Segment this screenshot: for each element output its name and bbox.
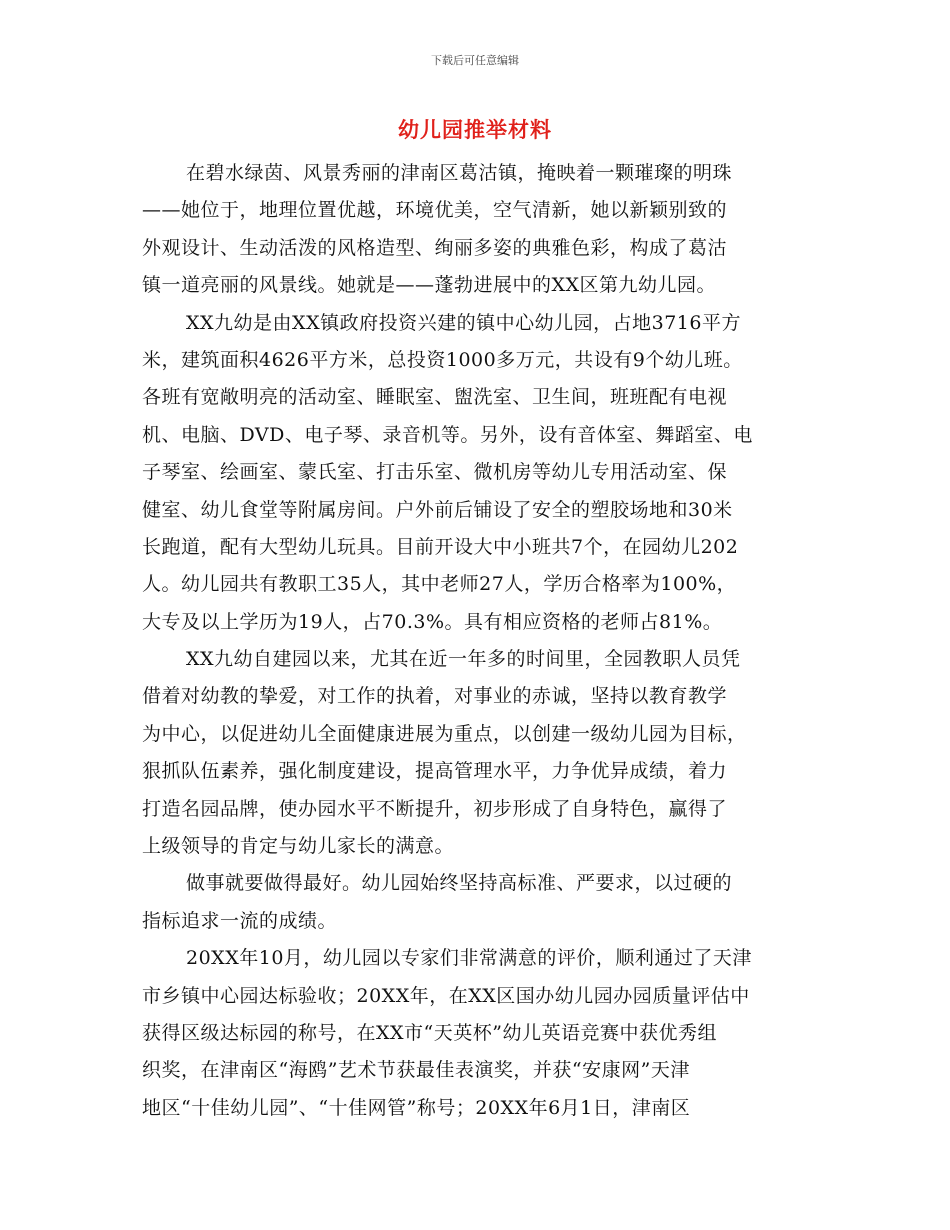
paragraph-1-line-3: 外观设计、生动活泼的风格造型、绚丽多姿的典雅色彩，构成了葛沽 [142,236,728,259]
paragraph-2-line-4: 机、电脑、DVD、电子琴、录音机等。另外，设有音体室、舞蹈室、电 [142,423,753,446]
paragraph-3-line-3: 为中心，以促进幼儿全面健康进展为重点，以创建一级幼儿园为目标， [142,722,747,745]
paragraph-2-line-9: 大专及以上学历为19人，占70.3%。具有相应资格的老师占81%。 [142,610,723,633]
paragraph-1-line-1: 在碧水绿茵、风景秀丽的津南区葛沽镇，掩映着一颗璀璨的明珠 [186,162,733,184]
document-body [142,155,810,1127]
paragraph-2-line-6: 健室、幼儿食堂等附属房间。户外前后铺设了安全的塑胶场地和30米 [142,498,733,521]
paragraph-3-line-1: XX九幼自建园以来，尤其在近一年多的时间里，全园教职人员凭 [186,648,741,671]
paragraph-5-line-3: 获得区级达标园的称号，在XX市“天英杯”幼儿英语竞赛中获优秀组 [142,1021,717,1044]
paragraph-2-line-2: 米，建筑面积4626平方米，总投资1000多万元，共设有9个幼儿班。 [142,348,743,371]
paragraph-5-line-2: 市乡镇中心园达标验收；20XX年，在XX区国办幼儿园办园质量评估中 [142,984,750,1007]
paragraph-1-line-2: ——她位于，地理位置优越，环境优美，空气清新，她以新颖别致的 [142,199,728,222]
paragraph-1-line-4: 镇一道亮丽的风景线。她就是——蓬勃进展中的XX区第九幼儿园。 [142,274,717,297]
paragraph-3-line-4: 狠抓队伍素养，强化制度建设，提高管理水平，力争优异成绩，着力 [142,760,728,783]
paragraph-3-line-2: 借着对幼教的挚爱，对工作的执着，对事业的赤诚，坚持以教育教学 [142,685,728,708]
paragraph-5-line-1: 20XX年10月，幼儿园以专家们非常满意的评价，顺利通过了天津 [186,947,752,970]
paragraph-3-line-5: 打造名园品牌，使办园水平不断提升，初步形成了自身特色，赢得了 [142,797,728,820]
paragraph-5-line-4: 织奖，在津南区“海鸥”艺术节获最佳表演奖，并获“安康网”天津 [142,1059,690,1082]
paragraph-4-line-2: 指标追求一流的成绩。 [142,909,338,932]
paragraph-4-line-1: 做事就要做得最好。幼儿园始终坚持高标准、严要求，以过硬的 [186,872,733,895]
document-title: 幼儿园推举材料 [398,118,552,142]
paragraph-5-line-5: 地区“十佳幼儿园”、“十佳网管”称号；20XX年6月1日，津南区 [142,1096,691,1119]
paragraph-2-line-8: 人。幼儿园共有教职工35人，其中老师27人，学历合格率为100%， [142,573,737,596]
paragraph-2-line-1: XX九幼是由XX镇政府投资兴建的镇中心幼儿园，占地3716平方 [186,311,741,334]
paragraph-2-line-3: 各班有宽敞明亮的活动室、睡眠室、盥洗室、卫生间，班班配有电视 [142,386,728,409]
paragraph-3-line-6: 上级领导的肯定与幼儿家长的满意。 [142,835,455,858]
paragraph-2-line-7: 长跑道，配有大型幼儿玩具。目前开设大中小班共7个，在园幼儿202 [142,535,739,558]
paragraph-2-line-5: 子琴室、绘画室、蒙氏室、打击乐室、微机房等幼儿专用活动室、保 [142,461,728,484]
page-header-note: 下载后可任意编辑 [431,54,519,67]
